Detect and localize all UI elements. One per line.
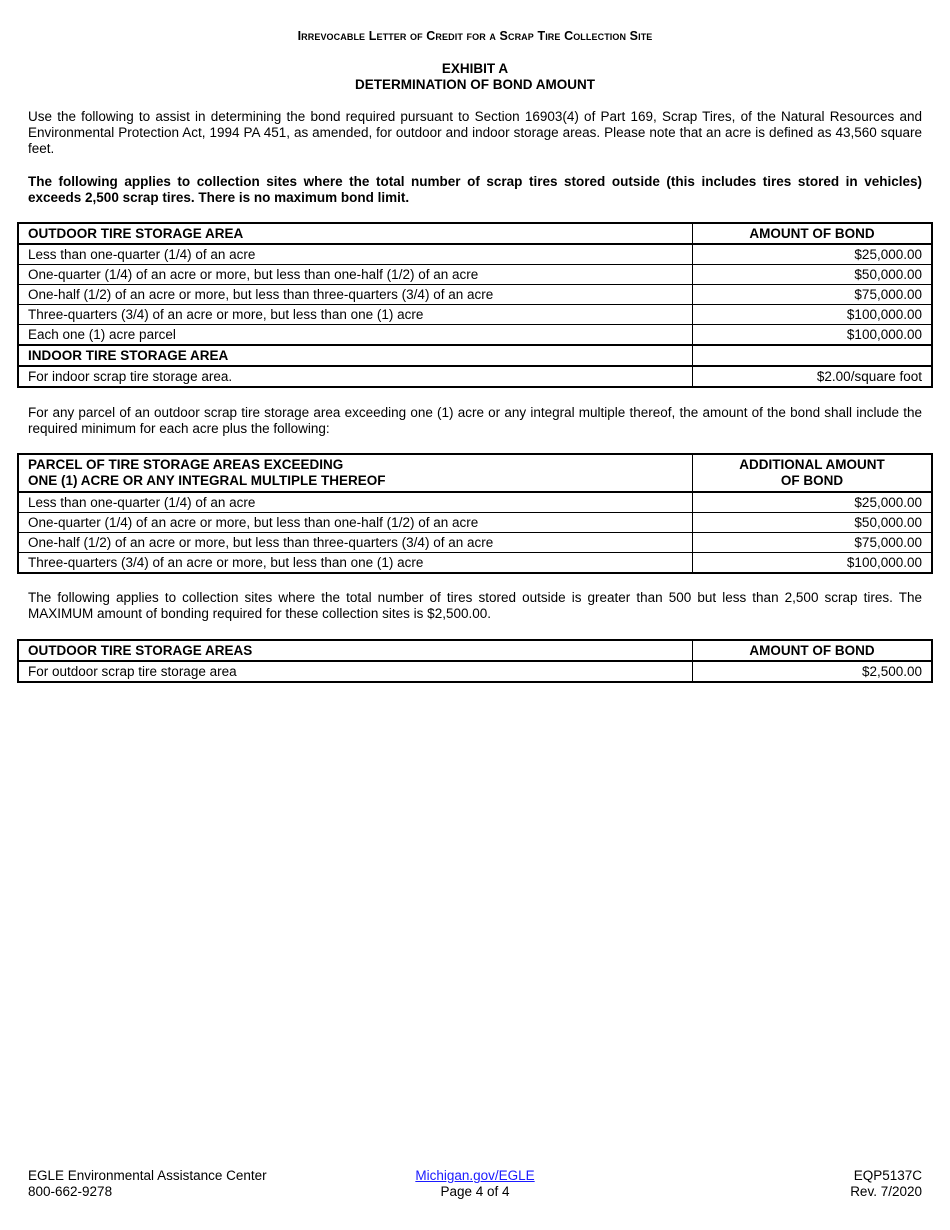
table-row — [18, 661, 932, 682]
table-row — [18, 513, 932, 533]
footer-phone: 800-662-9278 — [28, 1184, 113, 1199]
exhibit-heading — [0, 61, 950, 93]
egle-website-link[interactable]: Michigan.gov/EGLE — [415, 1168, 535, 1183]
table-row — [18, 533, 932, 553]
header-line: ONE (1) ACRE OR ANY INTEGRAL MULTIPLE THEREOF — [28, 473, 386, 488]
outdoor-bond-table — [17, 222, 933, 388]
table-row — [18, 265, 932, 285]
row-amount: $100,000.00 — [693, 325, 933, 346]
column-header-area: OUTDOOR TIRE STORAGE AREAS — [18, 640, 693, 661]
column-header-parcel — [18, 454, 693, 492]
row-amount: $50,000.00 — [693, 513, 933, 533]
indoor-section-header-row — [18, 345, 932, 366]
row-amount: $100,000.00 — [693, 553, 933, 574]
row-label: For indoor scrap tire storage area. — [18, 366, 693, 387]
row-label: One-half (1/2) of an acre or more, but less than three-quarters (3/4) of an acre — [18, 533, 693, 553]
row-amount: $75,000.00 — [693, 285, 933, 305]
row-label: Less than one-quarter (1/4) of an acre — [18, 244, 693, 265]
table-row — [18, 492, 932, 513]
row-amount: $75,000.00 — [693, 533, 933, 553]
table-row — [18, 366, 932, 387]
footer-org: EGLE Environmental Assistance Center — [28, 1168, 267, 1183]
row-label: Each one (1) acre parcel — [18, 325, 693, 346]
column-header-amount: AMOUNT OF BOND — [693, 223, 933, 244]
document-title: Irrevocable Letter of Credit for a Scrap Tire Collection Site — [297, 29, 653, 43]
bold-note: The following applies to collection sites where the total number of scrap tires stored outside (this includes tires stored in vehicles) exceeds 2,500 scrap tires. There is no maximum bond limit. — [28, 174, 922, 205]
table-row — [18, 325, 932, 346]
small-site-note: The following applies to collection sites where the total number of tires stored outside is greater than 500 but less than 2,500 scrap tires. The MAXIMUM amount of bonding required for these collection sites is $2,500.00. — [28, 590, 922, 621]
table-row — [18, 553, 932, 574]
footer-center — [0, 1168, 950, 1200]
row-amount: $2,500.00 — [693, 661, 933, 682]
exhibit-label: EXHIBIT A — [441, 61, 509, 76]
header-line: OF BOND — [780, 473, 844, 488]
column-header-area: OUTDOOR TIRE STORAGE AREA — [18, 223, 693, 244]
indoor-section-header: INDOOR TIRE STORAGE AREA — [18, 345, 693, 366]
row-amount: $100,000.00 — [693, 305, 933, 325]
row-amount: $2.00/square foot — [693, 366, 933, 387]
row-amount: $25,000.00 — [693, 492, 933, 513]
row-amount: $50,000.00 — [693, 265, 933, 285]
intro-paragraph: Use the following to assist in determining the bond required pursuant to Section 16903(4) of Part 169, Scrap Tires, of the Natural Resources and Environmental Protection Act, 1994 PA 451, as amended, for outdoor and indoor storage areas. Please note that an acre is defined as 43,560 square feet. — [28, 109, 922, 156]
row-label: For outdoor scrap tire storage area — [18, 661, 693, 682]
header-line: ADDITIONAL AMOUNT — [739, 457, 885, 472]
row-label: One-half (1/2) of an acre or more, but less than three-quarters (3/4) of an acre — [18, 285, 693, 305]
row-label: One-quarter (1/4) of an acre or more, but less than one-half (1/2) of an acre — [18, 513, 693, 533]
row-label: Three-quarters (3/4) of an acre or more, but less than one (1) acre — [18, 305, 693, 325]
table-row — [18, 305, 932, 325]
exhibit-subtitle: DETERMINATION OF BOND AMOUNT — [355, 77, 595, 92]
row-label: Less than one-quarter (1/4) of an acre — [18, 492, 693, 513]
form-id: EQP5137C — [853, 1168, 922, 1183]
row-label: Three-quarters (3/4) of an acre or more, but less than one (1) acre — [18, 553, 693, 574]
column-header-additional-amount — [693, 454, 933, 492]
column-header-amount: AMOUNT OF BOND — [693, 640, 933, 661]
row-label: One-quarter (1/4) of an acre or more, but less than one-half (1/2) of an acre — [18, 265, 693, 285]
footer-right — [850, 1168, 922, 1200]
table-header-row — [18, 454, 932, 492]
parcel-bond-table — [17, 453, 933, 574]
revision-date: Rev. 7/2020 — [850, 1184, 922, 1199]
header-line: PARCEL OF TIRE STORAGE AREAS EXCEEDING — [28, 457, 344, 472]
table-row — [18, 285, 932, 305]
table-header-row — [18, 223, 932, 244]
parcel-note: For any parcel of an outdoor scrap tire storage area exceeding one (1) acre or any integral multiple thereof, the amount of the bond shall include the required minimum for each acre plus the following: — [28, 405, 922, 436]
table-header-row — [18, 640, 932, 661]
page-number: Page 4 of 4 — [440, 1184, 510, 1199]
small-site-bond-table — [17, 639, 933, 683]
row-amount: $25,000.00 — [693, 244, 933, 265]
table-row — [18, 244, 932, 265]
empty-cell — [693, 345, 933, 366]
